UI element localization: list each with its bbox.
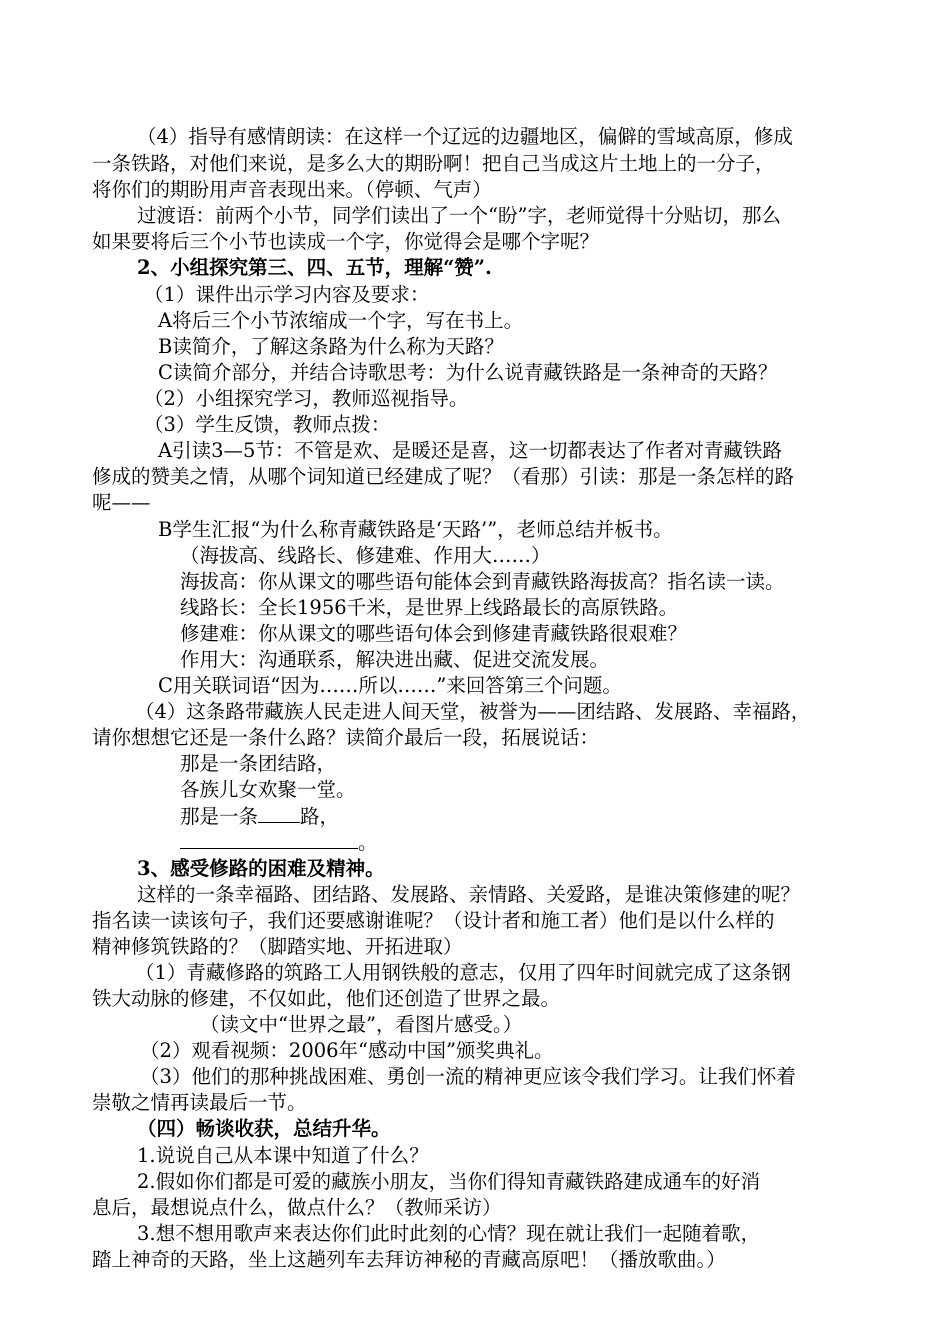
paragraph-line: 崇敬之情再读最后一节。 bbox=[92, 1091, 307, 1114]
paragraph-line: 修成的赞美之情，从哪个词知道已经建成了呢？（看那）引读：那是一条怎样的路 bbox=[92, 465, 795, 488]
paragraph-line: （3）学生反馈，教师点拨： bbox=[144, 413, 391, 436]
paragraph-line: 修建难：你从课文的哪些语句体会到修建青藏铁路很艰难？ bbox=[180, 622, 688, 645]
paragraph-line: A引读3—5节：不管是欢、是暖还是喜，这一切都表达了作者对青藏铁路 bbox=[158, 439, 782, 462]
paragraph-line: 海拔高：你从课文的哪些语句能体会到青藏铁路海拔高？指名读一读。 bbox=[180, 570, 785, 593]
paragraph-line: （1）青藏修路的筑路工人用钢铁般的意志，仅用了四年时间就完成了这条钢 bbox=[135, 961, 791, 984]
paragraph-line: C用关联词语“因为……所以……”来回答第三个问题。 bbox=[158, 674, 622, 697]
paragraph-line: （2）小组探究学习，教师巡视指导。 bbox=[144, 387, 469, 410]
fill-in-suffix: 路， bbox=[300, 805, 340, 828]
paragraph-line: 那是一条团结路， bbox=[180, 752, 337, 775]
fill-in-line bbox=[180, 803, 339, 829]
paragraph-line: C读简介部分，并结合诗歌思考：为什么说青藏铁路是一条神奇的天路？ bbox=[158, 361, 778, 384]
paragraph-line: 一条铁路，对他们来说，是多么大的期盼啊！把自己当成这片土地上的一分子， bbox=[92, 152, 775, 175]
fill-in-blank bbox=[258, 803, 300, 823]
section-heading: 3、感受修路的困难及精神。 bbox=[137, 857, 385, 880]
paragraph-line: 铁大动脉的修建，不仅如此，他们还创造了世界之最。 bbox=[92, 987, 561, 1010]
paragraph-line: B学生汇报“为什么称青藏铁路是‘天路’”，老师总结并板书。 bbox=[158, 518, 673, 541]
fill-in-end: 。 bbox=[358, 831, 378, 854]
paragraph-line: 精神修筑铁路的？（脚踏实地、开拓进取） bbox=[92, 935, 463, 958]
fill-in-prefix: 那是一条 bbox=[180, 805, 259, 828]
paragraph-line: 过渡语：前两个小节，同学们读出了一个“盼”字，老师觉得十分贴切，那么 bbox=[137, 204, 781, 227]
paragraph-line: （2）观看视频：2006年“感动中国”颁奖典礼。 bbox=[140, 1039, 554, 1062]
paragraph-line: （4）指导有感情朗读：在这样一个辽远的边疆地区，偏僻的雪域高原，修成 bbox=[137, 125, 793, 148]
paragraph-line: A将后三个小节浓缩成一个字，写在书上。 bbox=[158, 309, 524, 332]
paragraph-line: 息后，最想说点什么，做点什么？（教师采访） bbox=[92, 1196, 502, 1219]
paragraph-line: 1.说说自己从本课中知道了什么？ bbox=[137, 1144, 429, 1167]
paragraph-line: （3）他们的那种挑战困难、勇创一流的精神更应该令我们学习。让我们怀着 bbox=[140, 1065, 796, 1088]
fill-in-line bbox=[180, 829, 378, 855]
paragraph-line: 3.想不想用歌声来表达你们此时此刻的心情？现在就让我们一起随着歌， bbox=[137, 1222, 761, 1245]
paragraph-line: （4）这条路带藏族人民走进人间天堂，被誉为——团结路、发展路、幸福路， bbox=[135, 700, 811, 723]
paragraph-line: 这样的一条幸福路、团结路、发展路、亲情路、关爱路，是谁决策修建的呢？ bbox=[137, 883, 801, 906]
paragraph-line: 将你们的期盼用声音表现出来。（停顿、气声） bbox=[92, 178, 492, 201]
section-heading: （四）畅谈收获，总结升华。 bbox=[137, 1117, 391, 1140]
paragraph-line: 呢—— bbox=[92, 491, 151, 514]
section-heading: 2、小组探究第三、四、五节，理解“赞”. bbox=[137, 256, 492, 279]
paragraph-line: 线路长：全长1956千米，是世界上线路最长的高原铁路。 bbox=[180, 596, 679, 619]
paragraph-line: 请你想想它还是一条什么路？读简介最后一段，拓展说话： bbox=[92, 726, 600, 749]
paragraph-line: 各族儿女欢聚一堂。 bbox=[180, 778, 356, 801]
paragraph-line: （海拔高、线路长、修建难、作用大……） bbox=[180, 544, 551, 567]
paragraph-line: 指名读一读该句子，我们还要感谢谁呢？（设计者和施工者）他们是以什么样的 bbox=[92, 909, 775, 932]
fill-in-blank bbox=[180, 829, 358, 849]
paragraph-line: 作用大：沟通联系，解决进出藏、促进交流发展。 bbox=[180, 648, 610, 671]
paragraph-line: B读简介，了解这条路为什么称为天路？ bbox=[158, 335, 504, 358]
paragraph-line: 踏上神奇的天路，坐上这趟列车去拜访神秘的青藏高原吧！（播放歌曲。） bbox=[92, 1248, 726, 1271]
paragraph-line: （读文中“世界之最”，看图片感受。） bbox=[200, 1013, 523, 1036]
paragraph-line: 如果要将后三个小节也读成一个字，你觉得会是哪个字呢？ bbox=[92, 230, 600, 253]
paragraph-line: 2.假如你们都是可爱的藏族小朋友，当你们得知青藏铁路建成通车的好消 bbox=[137, 1170, 761, 1193]
paragraph-line: （1）课件出示学习内容及要求： bbox=[144, 283, 430, 306]
